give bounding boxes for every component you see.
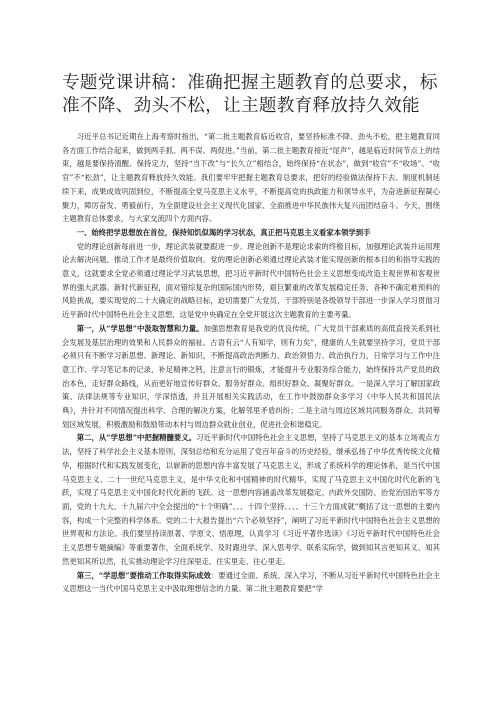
section-body-1: 党的理论创新每前进一步，理论武装就要跟进一步。理论创新不是理论求索的终极目标，加强理论武装并运用理论去解决问题、推动工作才是最终价值取向。党的理论创新必须通过理论武装才能实现创新的根本目的和指导实践的意义，这就要求全党必须通过理论学习武装思想，把习近平新时代中国特色社会主义思想变成改造主观世界和客观世界的强大武器。新时代新征程，面对错综复杂的国际国内形势，艰巨繁重的改革发展稳定任务、各种不确定难预料的风险挑战，要实现党的二十大确定的战略目标，迫切需要广大党员、干部特别是各级领导干部进一步深入学习贯彻习近平新时代中国特色社会主义思想，这是党中央确定在全党开展这次主题教育的主要考量。 (62, 241, 440, 320)
subsection-body: ：要通过全面、系统、深入学习，不断从习近平新时代中国特色社会主义思想这一当代中国马克思主义中汲取理想信念的力量。第二批主题教育要把“学 (62, 570, 440, 594)
document-page (62, 72, 440, 596)
subsection-second (62, 431, 440, 568)
intro-paragraph: 习近平总书记近期在上海考察时指出，“第二批主题教育临近收官，要坚持标准不降、劲头不松，把主题教育同各方面工作结合起来，做到两手抓、两不误、两促进。”当前，第二批主题教育接近“尾声”，越是临近时间节点上的结束，越是要保持清醒、保持定力，坚持“当下改”与“长久立”相结合，始终保持“在状态”，做到“收官”不“收场”、“收官”不“松劲”，让主题教育释放持久效能。我们要牢牢把握主题教育总要求，把好的经验做法保持下去、制度机制延续下来，成果成效巩固到位，不断提高全党马克思主义水平，不断提高党的执政能力和领导水平，为奋进新征程凝心聚力，障厉奋发、勇毅前行，为全面建设社会主义现代化国家、全面推进中华民族伟大复兴而团结奋斗。今天，围绕主题教育总体要求，与大家交流四个方面内容。 (62, 132, 440, 224)
subsection-lead: 第一，从“学思想”中汲取智慧和力量。 (76, 323, 204, 333)
subsection-body: 加强思想教育是我党的优良传统，广大党员干部素质的高低直接关系到社会发展及基层治理的效果和人民群众的福祉。古语有云“人有知学，则有力矣”，健康的人生就要坚持学习，党员干部必须只有不断学习新思想、新理论、新知识，不断提高政治判断力、政治领悟力、政治执行力，日常学习与工作中注意工作、学习笔记本的记录，补足精神之钙，注意言行的锻炼，才能提升专业服务综合能力，始终保持共产党员的政治本色，走好群众路线，从而更好地宣传好群众、服务好群众、组织好群众、凝聚好群众。一是深入学习了解国家政策、法律法规等专业知识，学深悟透，并且开展相关实践活动，在工作中鼓励群众多学习《中华人民共和国民法典》，并针对不同情况提出科学、合理的解决方案，化解邻里矛盾纠纷；二是主动与周边区域共同服务群众、共同筹划区域发展，积极激励和鼓励带动本村与周边群众就业创业，促进社会和谐稳定。 (62, 323, 440, 429)
section-heading-1: 一、始终把学思想放在首位，保持知饥似渴的学习状态，真正把马克思主义看家本领学到手 (76, 227, 371, 237)
subsection-lead: 第三，“学思想”要推动工作取得实际成效 (76, 570, 211, 580)
subsection-third (62, 569, 440, 596)
subsection-first (62, 322, 440, 432)
subsection-lead: 第二，从“学思想”中把握精髓要义。 (76, 433, 197, 443)
document-title: 专题党课讲稿：准确把握主题教育的总要求，标准不降、劲头不松，让主题教育释放持久效能 (62, 73, 438, 116)
subsection-body: 习近平新时代中国特色社会主义思想，坚持了马克思主义的基本立场观点方法，坚持了科学社会主义基本原则，深刻总结和充分运用了党百年奋斗的历史经验，继承弘扬了中华优秀传统文化精华，根据时代和实践发展变化，以崭新的思想内容丰富发展了马克思主义，形成了系统科学的理论体系，是当代中国马克思主义、二十一世纪马克思主义，是中华文化和中国精神的时代精华，实现了马克思主义中国化时代化新的飞跃，实现了马克思主义中国化时代化新的飞跃。这一思想内容涵盖改革发展稳定、内政外交国防、治党治国治军等方面，党的十九大、十九届六中全会提出的“十个明确”、、、十四个坚持、、、、十三个方面成就”概括了这一思想的主要内容，构成一个完整的科学体系。党的二十大报告提出“六个必须坚持”，阐明了习近平新时代中国特色社会主义思想的世界观和方法论。我们要坚持读原著、学原文、悟原理，认真学习《习近平著作选读》《习近平新时代中国特色社会主义思想专题摘编》等重要著作，全面系统学、及时跟进学、深入思考学、联系实际学，做到知其言更知其义、知其然更知其所以然，扎实推动理论学习往深里走、往实里走、往心里走。 (62, 433, 440, 566)
